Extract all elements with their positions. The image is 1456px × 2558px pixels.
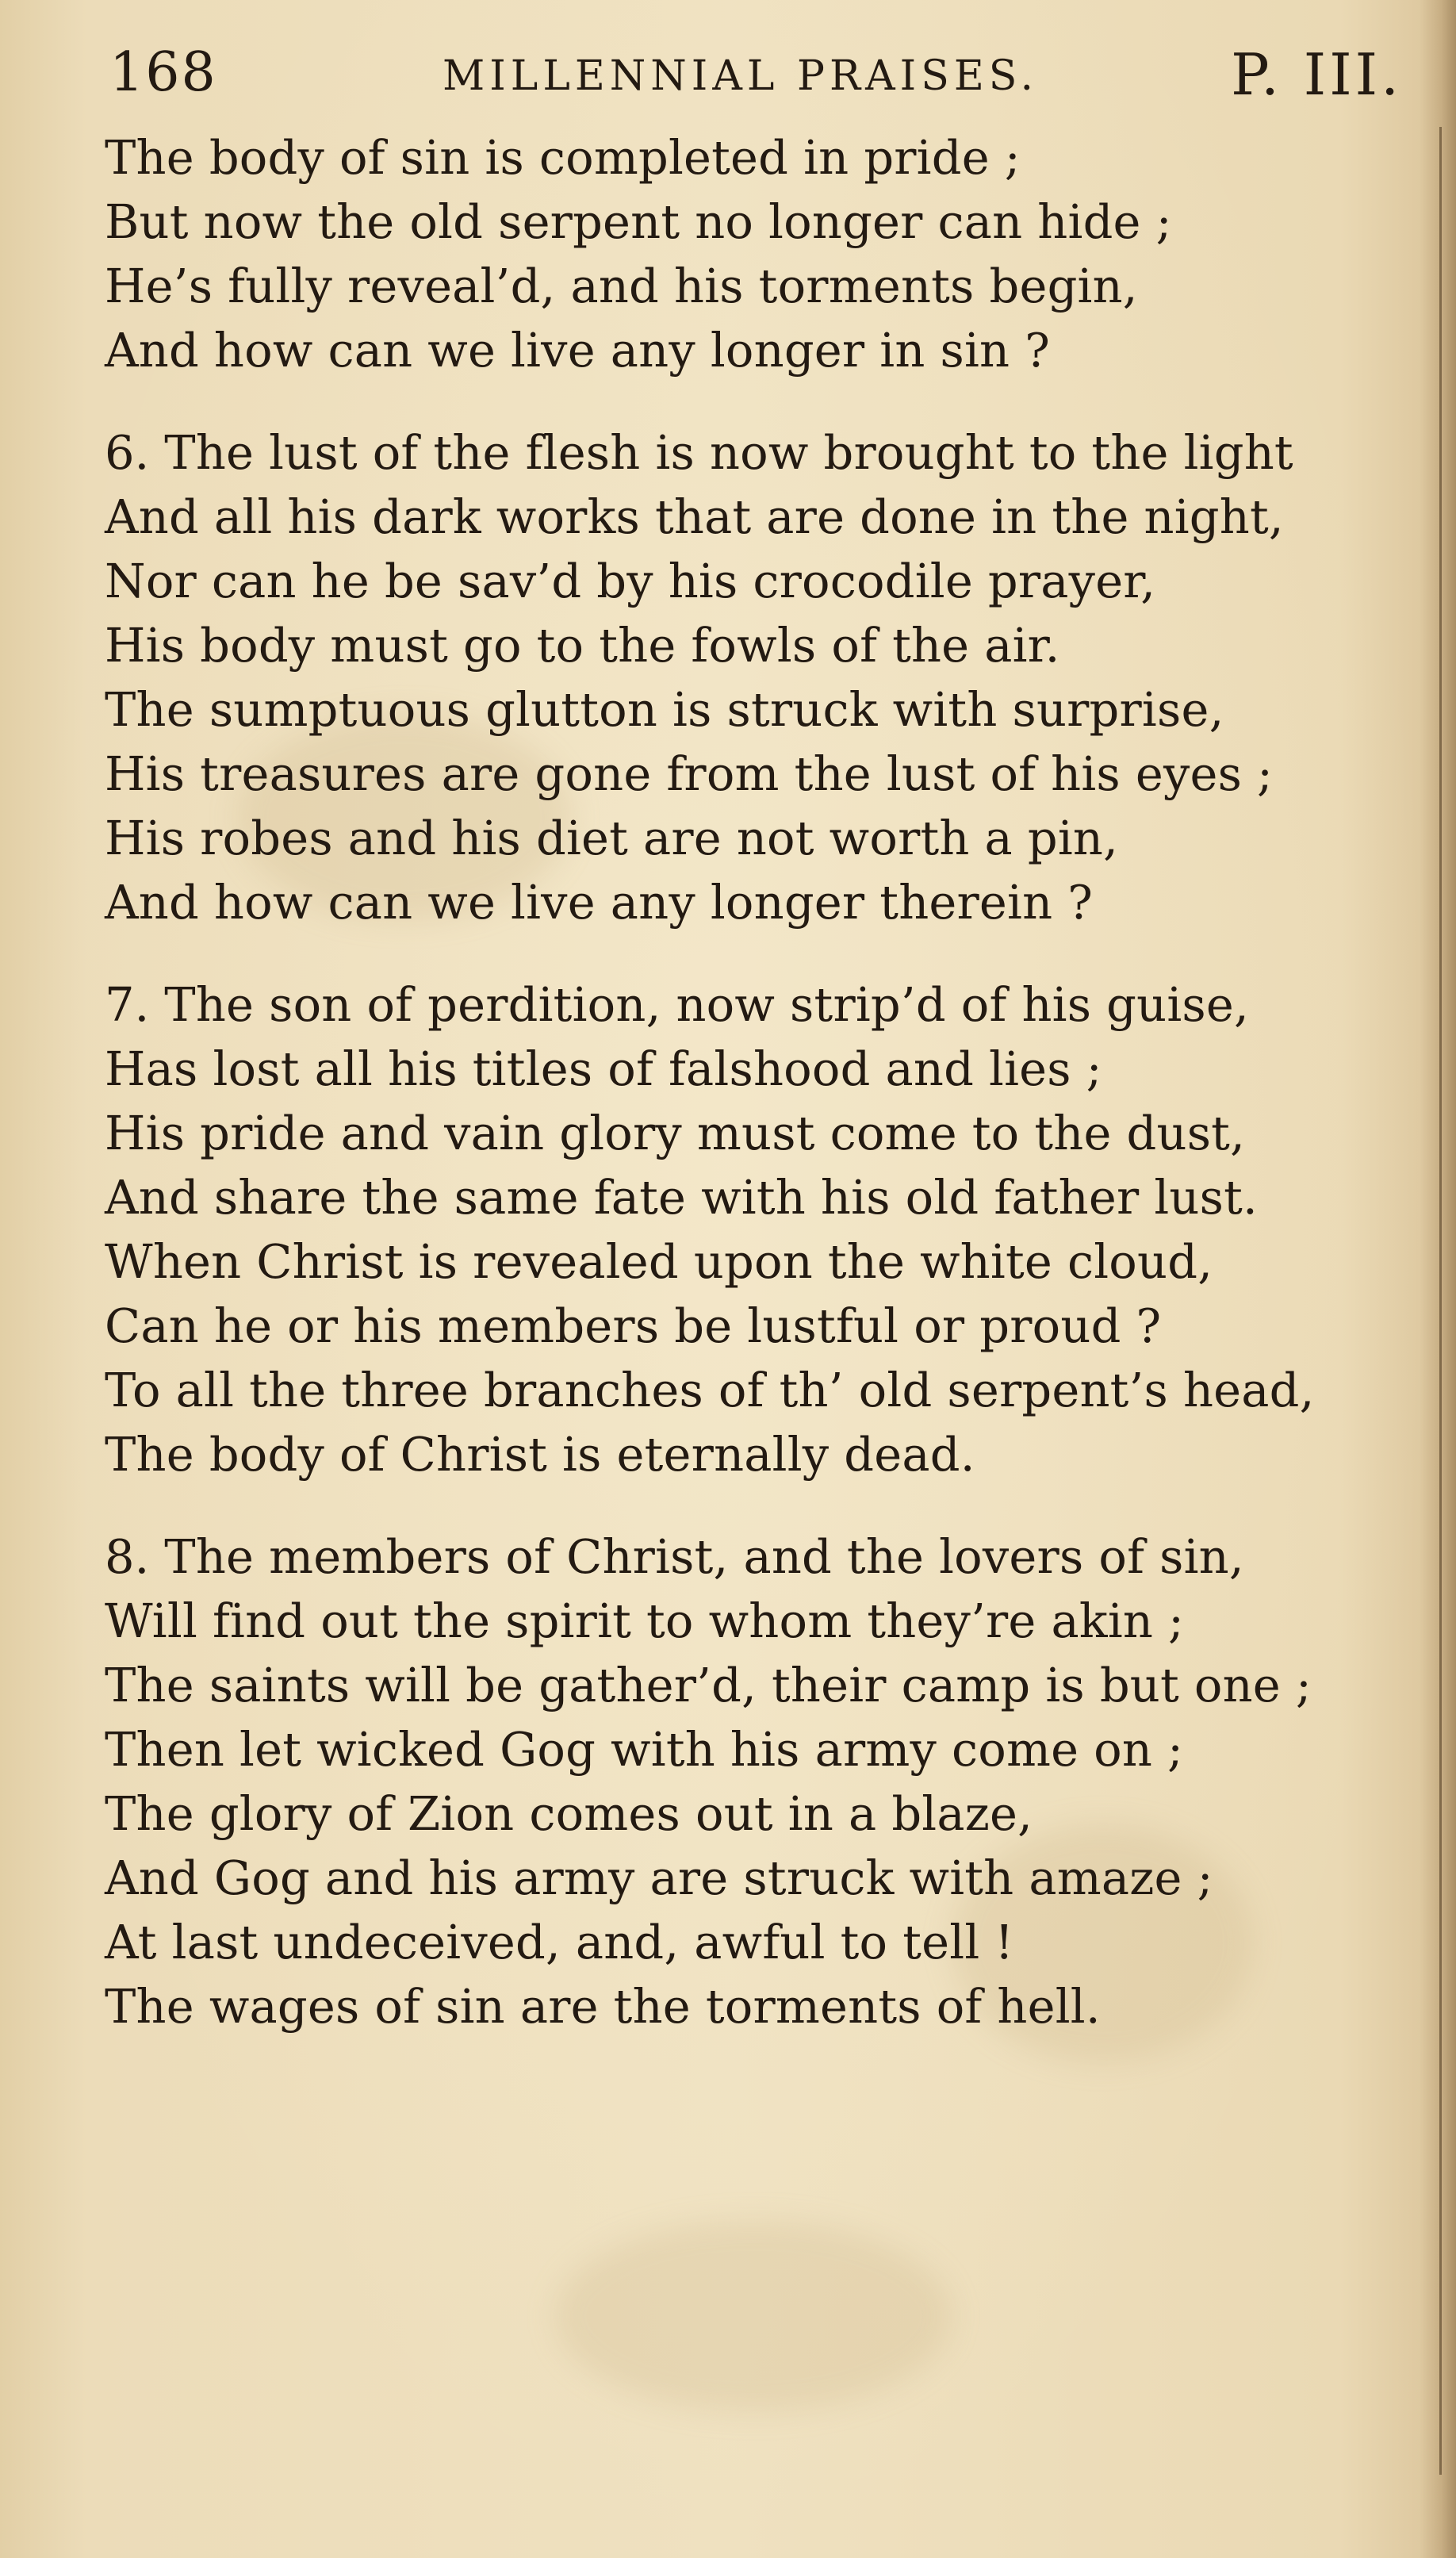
page-header: [109, 41, 1410, 117]
verse-line: And all his dark works that are done in the night,: [105, 489, 1284, 544]
verse-line: To all the three branches of th’ old serpent’s head,: [105, 1363, 1315, 1417]
part-label: P. III.: [1231, 41, 1402, 108]
verse-line-first: [105, 1524, 1413, 1589]
stanza-number: 7.: [105, 977, 150, 1032]
verse-line: His robes and his diet are not worth a pin,: [105, 811, 1119, 865]
stanza-7: [105, 972, 1413, 1486]
page-edge-line: [1439, 127, 1442, 2475]
verse-line: When Christ is revealed upon the white cloud,: [105, 1234, 1213, 1289]
verse-line: And how can we live any longer therein ?: [105, 875, 1094, 930]
verse-line: His pride and vain glory must come to the dust,: [105, 1106, 1246, 1160]
verse-line: Can he or his members be lustful or proud ?: [105, 1298, 1162, 1353]
verse-line-first: [105, 420, 1413, 485]
verse-line-text: The lust of the flesh is now brought to the light: [164, 425, 1293, 480]
verse-line: And how can we live any longer in sin ?: [105, 323, 1051, 378]
verse-line-text: The son of perdition, now strip’d of his guise,: [164, 977, 1249, 1032]
stanza-number: 6.: [105, 425, 150, 480]
verse-line: The body of Christ is eternally dead.: [105, 1427, 975, 1482]
verse-line: The saints will be gather’d, their camp is but one ;: [105, 1658, 1312, 1712]
stanza-8: [105, 1524, 1413, 2038]
verse-line-first: [105, 972, 1413, 1037]
verse-line: The glory of Zion comes out in a blaze,: [105, 1786, 1033, 1841]
verse-line: Then let wicked Gog with his army come on ;: [105, 1722, 1184, 1777]
verse-line: He’s fully reveal’d, and his torments begin,: [105, 259, 1138, 313]
verse-line: Will find out the spirit to whom they’re akin ;: [105, 1593, 1185, 1648]
verse-line: His treasures are gone from the lust of his eyes ;: [105, 746, 1274, 801]
verse-line: And Gog and his army are struck with amaze ;: [105, 1850, 1213, 1905]
hymn-text: [105, 125, 1413, 2038]
verse-line: Has lost all his titles of falshood and lies ;: [105, 1041, 1102, 1096]
verse-line: His body must go to the fowls of the air.: [105, 618, 1060, 673]
verse-line: The wages of sin are the torments of hell.: [105, 1979, 1101, 2034]
stanza-continued: [105, 125, 1413, 382]
page-edge: [1420, 0, 1456, 2558]
verse-line: The body of sin is completed in pride ;: [105, 130, 1021, 185]
verse-line: The sumptuous glutton is struck with surprise,: [105, 682, 1224, 737]
verse-line: Nor can he be sav’d by his crocodile prayer,: [105, 554, 1156, 608]
verse-line: At last undeceived, and, awful to tell !: [105, 1915, 1014, 1969]
verse-line: But now the old serpent no longer can hide ;: [105, 194, 1172, 249]
running-title: MILLENNIAL PRAISES.: [443, 52, 1039, 100]
verse-line: And share the same fate with his old father lust.: [105, 1170, 1258, 1225]
paper-stain: [555, 2221, 952, 2411]
verse-line-text: The members of Christ, and the lovers of sin,: [164, 1529, 1244, 1584]
page-number: 168: [109, 41, 217, 104]
stanza-6: [105, 420, 1413, 934]
stanza-number: 8.: [105, 1529, 150, 1584]
